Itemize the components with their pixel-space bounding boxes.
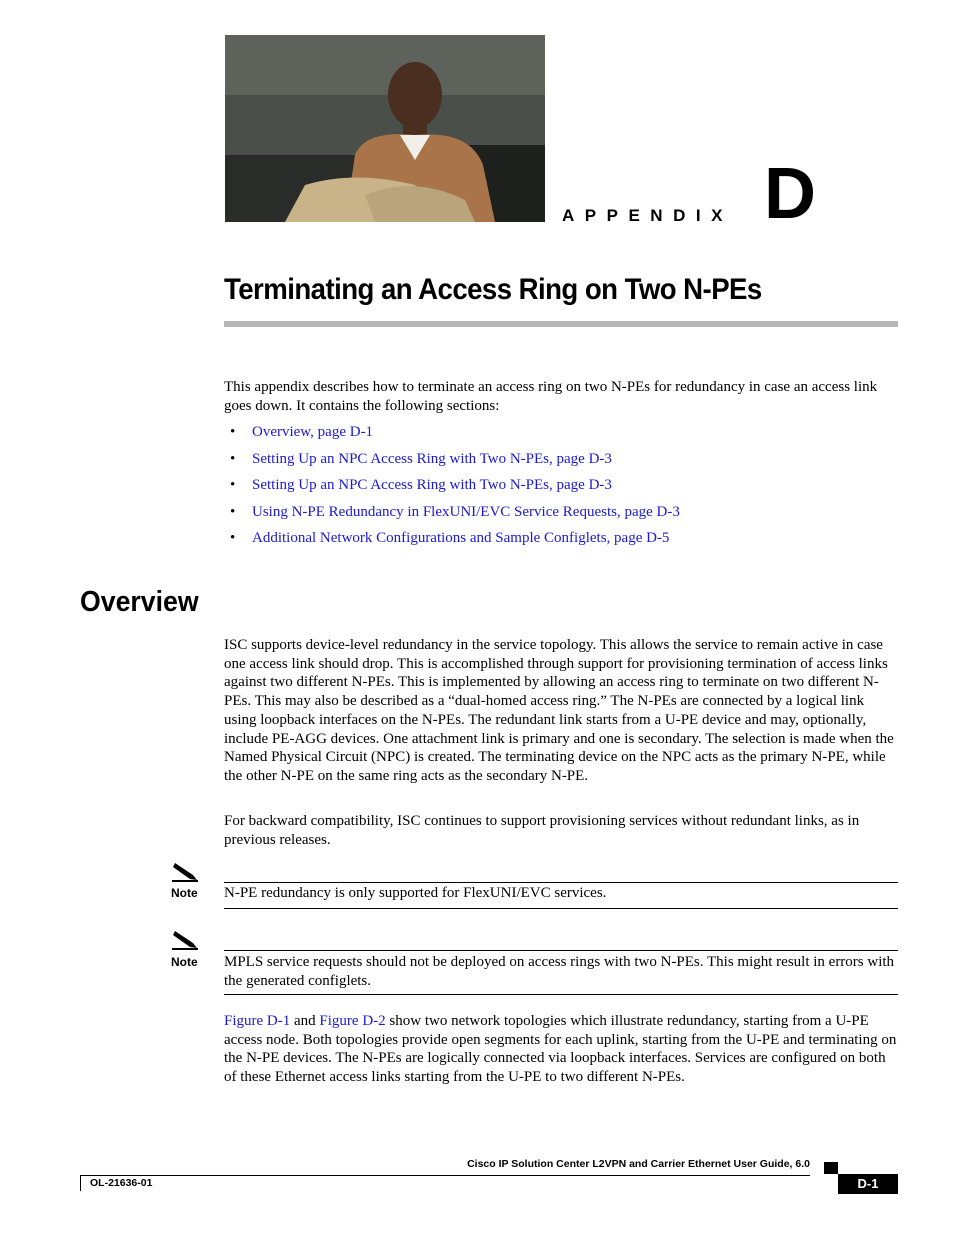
bullet-glyph: • [230,424,236,440]
list-item [224,422,898,449]
bullet-glyph: • [230,530,236,546]
section-link-npe-redundancy[interactable]: Using N-PE Redundancy in FlexUNI/EVC Service Requests, page D-3 [252,503,680,520]
page-tab-notch [824,1162,838,1174]
note-label: Note [171,886,198,900]
note-top-rule [224,882,898,883]
intro-paragraph: This appendix describes how to terminate an access ring on two N-PEs for redundancy in case an access link goes down. It contains the following sections: [224,379,878,414]
header-photo [225,35,545,222]
overview-paragraph-2: For backward compatibility, ISC continues to support provisioning services without redundant links, as in previous releases. [224,813,860,848]
figure-d2-link[interactable]: Figure D-2 [319,1013,386,1029]
conjunction-text: and [290,1013,320,1029]
overview-heading: Overview [80,586,199,618]
appendix-letter: D [764,154,816,234]
chapter-title: Terminating an Access Ring on Two N-PEs [224,273,762,306]
list-item [224,502,898,529]
section-link-overview[interactable]: Overview, page D-1 [252,424,374,440]
note-text: MPLS service requests should not be deployed on access rings with two N-PEs. This might result in errors with the generated configlets. [224,954,895,989]
list-item [224,449,898,476]
note-label: Note [171,955,198,969]
title-rule [224,321,898,327]
bullet-glyph: • [230,477,236,493]
note-text: N-PE redundancy is only supported for FlexUNI/EVC services. [224,885,607,901]
footer-guide-title: Cisco IP Solution Center L2VPN and Carrier Ethernet User Guide, 6.0 [467,1158,810,1170]
section-link-additional-config[interactable]: Additional Network Configurations and Sample Configlets, page D-5 [252,530,670,546]
section-link-npc-ring[interactable]: Setting Up an NPC Access Ring with Two N-PEs, page D-3 [252,450,612,467]
footer-doc-number: OL-21636-01 [90,1177,153,1189]
list-item [224,475,898,502]
bullet-glyph: • [230,503,236,520]
pencil-note-icon [172,928,198,950]
person-photo-illustration [225,35,545,222]
pencil-note-icon [172,860,198,882]
note-top-rule [224,950,898,951]
footer-left-tick [80,1175,81,1191]
section-list [224,422,898,555]
appendix-label: APPENDIX [562,206,733,225]
note-bottom-rule [224,994,898,995]
note-bottom-rule [224,908,898,909]
overview-paragraph-1: ISC supports device-level redundancy in the service topology. This allows the service to remain active in case one access link should drop. This is accomplished through support for provisioning termination of access links against two different N-PEs. This is implemented by allowing an access ring to terminate on two different N-PEs. This may also be described as a “dual-homed access ring.” The N-PEs are connected by a logical link using loopback interfaces on the N-PEs. The redundant link starts from a U-PE device and may, optionally, include PE-AGG devices. One attachment link is primary and one is secondary. The selection is made when the Named Physical Circuit (NPC) is created. The terminating device on the NPC acts as the primary N-PE, while the other N-PE on the same ring acts as the secondary N-PE. [224,637,894,784]
section-link-npc-ring-2[interactable]: Setting Up an NPC Access Ring with Two N-PEs, page D-3 [252,477,612,493]
list-item [224,528,898,555]
page-number: D-1 [838,1174,898,1194]
footer-rule [80,1175,810,1176]
figures-paragraph-text: show two network topologies which illustrate redundancy, starting from a U-PE access node. Both topologies provide open segments for each uplink, starting from the U-PE and terminating on the N-PE devices. The N-PEs are logically connected via loopback interfaces. Services are configured on both of these Ethernet access links starting from the U-PE to two different N-PEs. [224,1013,897,1086]
figure-d1-link[interactable]: Figure D-1 [224,1013,291,1029]
figures-paragraph [224,1012,898,1087]
bullet-glyph: • [230,450,236,467]
